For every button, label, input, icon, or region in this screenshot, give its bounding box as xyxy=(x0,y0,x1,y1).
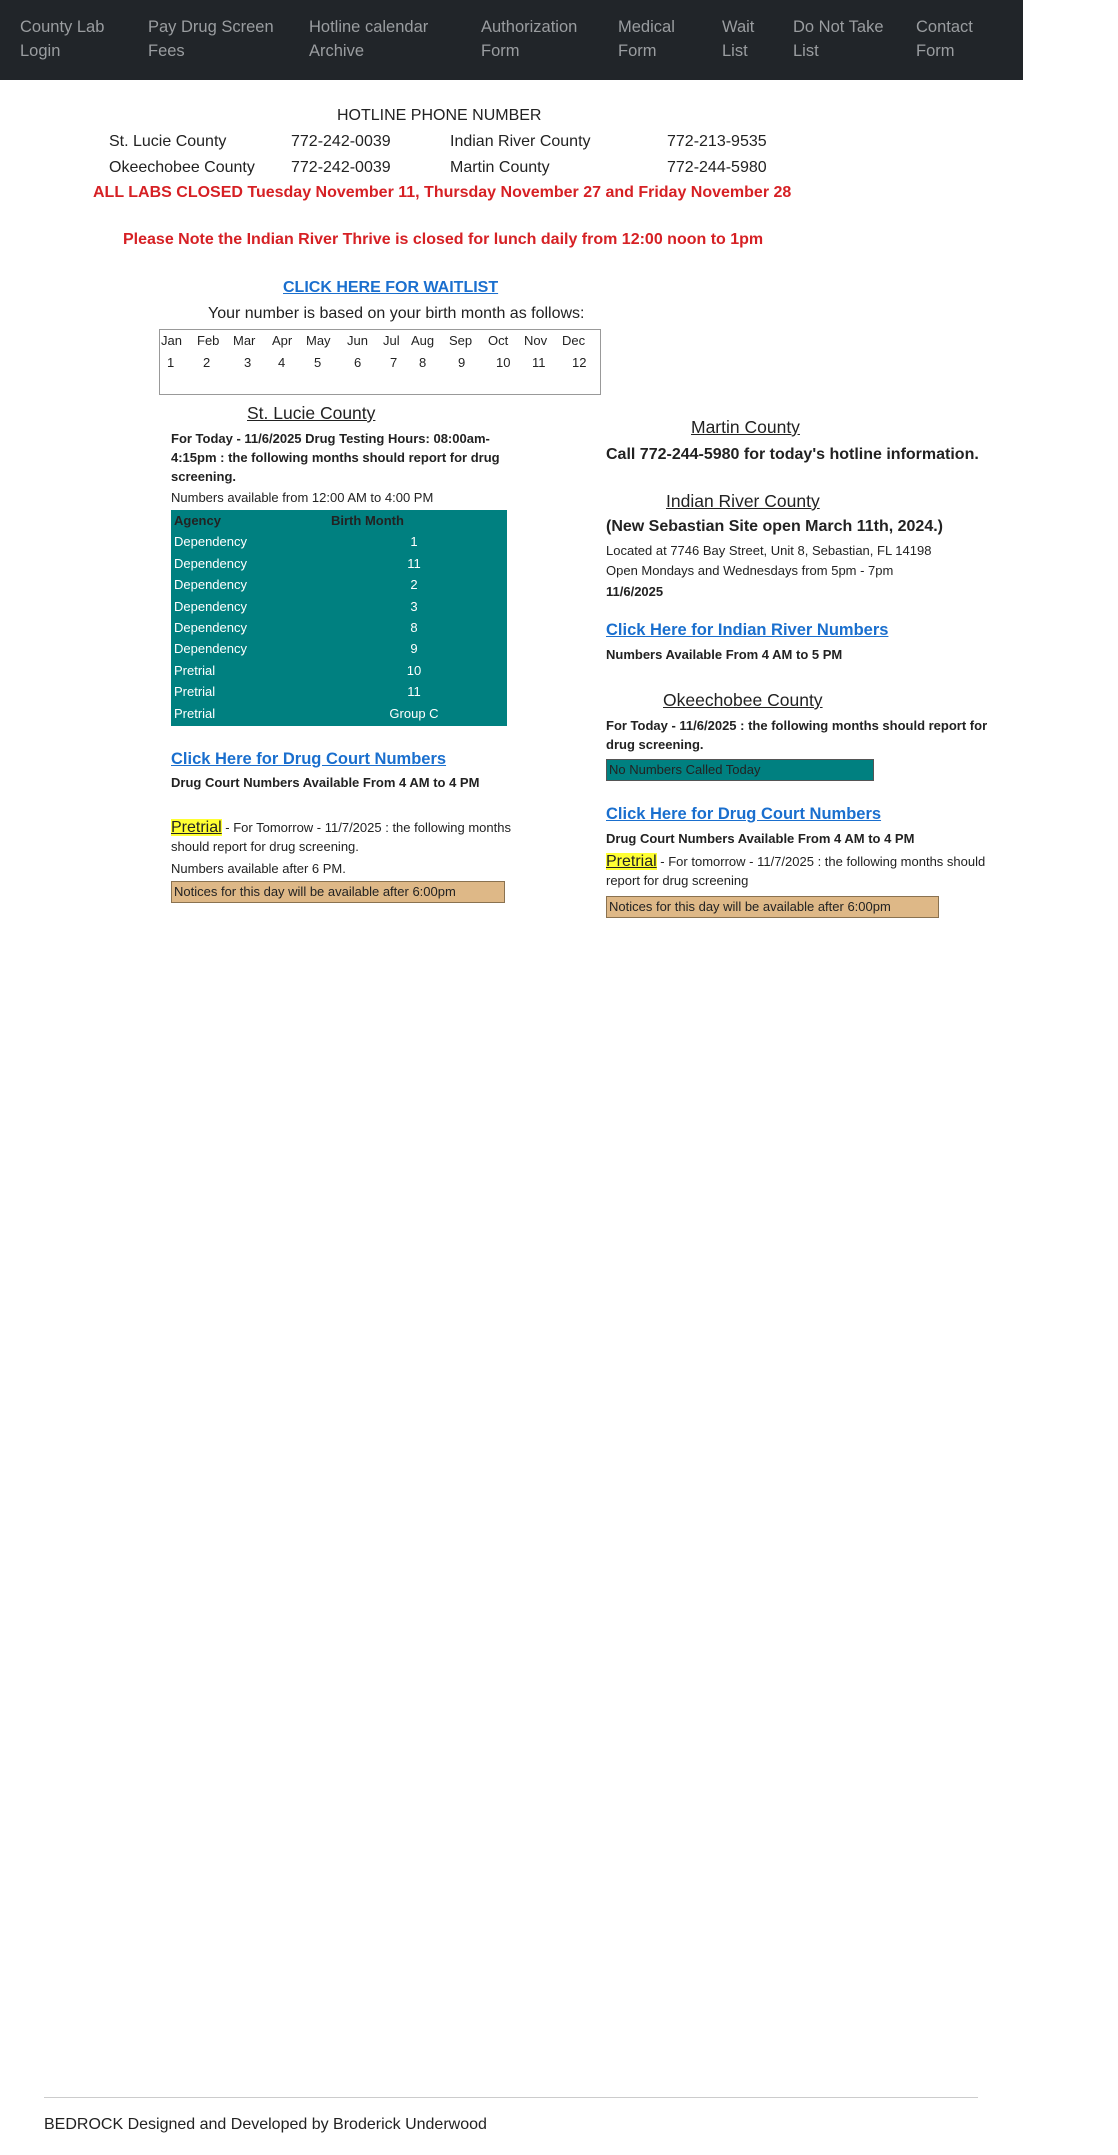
month-number: 6 xyxy=(354,355,362,370)
hotline-county: Indian River County xyxy=(450,133,591,150)
nav-county-lab-login[interactable] xyxy=(20,16,104,63)
okeechobee-no-numbers: No Numbers Called Today xyxy=(606,759,874,781)
month-label: Nov xyxy=(524,333,548,348)
lunch-closure-alert: Please Note the Indian River Thrive is closed for lunch daily from 12:00 noon to 1pm xyxy=(123,231,764,248)
month-label: Mar xyxy=(233,333,256,348)
okeechobee-notice: Notices for this day will be available after 6:00pm xyxy=(606,896,939,918)
agency-cell: Dependency xyxy=(174,641,247,657)
indian-river-new-site: (New Sebastian Site open March 11th, 2024.) xyxy=(606,518,943,535)
month-number: 2 xyxy=(203,355,211,370)
nav-authorization-form[interactable] xyxy=(481,16,577,63)
month-number: 5 xyxy=(314,355,322,370)
table-row xyxy=(171,531,507,552)
table-row xyxy=(171,638,507,659)
header-birth-month: Birth Month xyxy=(331,513,404,528)
nav-label: Archive xyxy=(309,41,365,60)
okeechobee-tomorrow xyxy=(606,852,1001,890)
hotline-county: Okeechobee County xyxy=(109,159,255,176)
indian-river-address: Located at 7746 Bay Street, Unit 8, Sebastian, FL 14198 xyxy=(606,543,932,558)
nav-label: County Lab xyxy=(20,18,105,36)
month-cell: 10 xyxy=(406,662,422,678)
st-lucie-tomorrow-available: Numbers available after 6 PM. xyxy=(171,861,346,876)
birth-month-note: Your number is based on your birth month as follows: xyxy=(208,305,585,322)
month-number: 3 xyxy=(244,355,252,370)
month-number: 4 xyxy=(278,355,286,370)
table-row xyxy=(171,660,507,681)
st-lucie-tomorrow xyxy=(171,818,516,856)
month-cell: 3 xyxy=(410,598,418,614)
hotline-phone: 772-244-5980 xyxy=(667,159,767,176)
nav-label: Authorization xyxy=(481,18,578,36)
top-nav-bar xyxy=(0,0,1023,80)
hotline-county: Martin County xyxy=(450,159,550,176)
month-label: Jul xyxy=(383,333,400,348)
nav-contact-form[interactable] xyxy=(916,16,973,63)
month-cell: 2 xyxy=(410,577,418,593)
month-label: Dec xyxy=(562,333,586,348)
indian-river-date: 11/6/2025 xyxy=(606,584,664,599)
nav-label: Form xyxy=(618,41,657,60)
hotline-phone: 772-213-9535 xyxy=(667,133,767,150)
birth-month-table xyxy=(159,329,601,395)
st-lucie-title: St. Lucie County xyxy=(247,403,376,423)
agency-cell: Pretrial xyxy=(174,684,216,700)
indian-river-available: Numbers Available From 4 AM to 5 PM xyxy=(606,647,843,662)
nav-label: Fees xyxy=(148,41,185,60)
hotline-county: St. Lucie County xyxy=(109,133,227,150)
tomorrow-text: - For tomorrow - 11/7/2025 : the following months should report for drug screening xyxy=(606,854,986,888)
month-label: Jan xyxy=(161,333,182,348)
agency-cell: Dependency xyxy=(174,598,247,614)
month-cell: 8 xyxy=(410,620,418,635)
hotline-title: HOTLINE PHONE NUMBER xyxy=(337,107,542,124)
labs-closed-alert: ALL LABS CLOSED Tuesday November 11, Thursday November 27 and Friday November 28 xyxy=(93,184,792,201)
nav-label: Form xyxy=(916,41,955,60)
nav-label: Pay Drug Screen xyxy=(148,18,274,36)
month-cell: Group C xyxy=(389,705,439,721)
nav-label: Do Not Take xyxy=(793,18,884,36)
nav-hotline-calendar-archive[interactable] xyxy=(309,16,428,63)
pretrial-tag[interactable]: Pretrial xyxy=(606,853,657,870)
table-row xyxy=(171,596,507,617)
month-cell: 11 xyxy=(407,684,421,700)
month-label: May xyxy=(306,333,331,348)
st-lucie-available: Numbers available from 12:00 AM to 4:00 PM xyxy=(171,490,434,505)
month-label: Aug xyxy=(411,333,435,348)
agency-cell: Pretrial xyxy=(174,662,216,678)
table-row xyxy=(171,681,507,702)
okeechobee-title: Okeechobee County xyxy=(663,690,823,710)
table-row xyxy=(171,574,507,595)
nav-pay-drug-screen-fees[interactable] xyxy=(148,16,274,63)
month-number: 12 xyxy=(572,355,587,370)
indian-river-numbers-link[interactable]: Click Here for Indian River Numbers xyxy=(606,621,889,639)
table-header-row xyxy=(171,510,507,531)
month-label: Oct xyxy=(488,333,509,348)
st-lucie-table xyxy=(171,510,507,726)
month-cell: 9 xyxy=(410,641,418,657)
st-lucie-notice: Notices for this day will be available after 6:00pm xyxy=(171,881,505,903)
indian-river-hours: Open Mondays and Wednesdays from 5pm - 7pm xyxy=(606,563,894,578)
month-label: Sep xyxy=(449,333,473,348)
nav-label: List xyxy=(722,41,748,60)
nav-label: Medical xyxy=(618,18,675,36)
month-cell: 1 xyxy=(410,534,418,550)
martin-call: Call 772-244-5980 for today's hotline information. xyxy=(606,446,979,463)
month-number: 1 xyxy=(167,355,175,370)
month-number: 10 xyxy=(496,355,511,370)
nav-medical-form[interactable] xyxy=(618,16,675,63)
nav-label: List xyxy=(793,41,819,60)
nav-label: Form xyxy=(481,41,520,60)
agency-cell: Dependency xyxy=(174,620,247,635)
pretrial-tag[interactable]: Pretrial xyxy=(171,819,222,836)
month-number: 7 xyxy=(390,355,398,370)
table-row xyxy=(171,553,507,574)
hotline-phone: 772-242-0039 xyxy=(291,133,391,150)
st-lucie-drug-court-hours: Drug Court Numbers Available From 4 AM to 4 PM xyxy=(171,775,480,790)
month-label: Jun xyxy=(347,333,368,348)
table-row xyxy=(171,703,507,724)
footer-credit: BEDROCK Designed and Developed by Broderick Underwood xyxy=(44,2116,487,2133)
agency-cell: Dependency xyxy=(174,534,247,550)
indian-river-title: Indian River County xyxy=(666,491,820,511)
header-agency: Agency xyxy=(174,513,221,528)
st-lucie-drug-court-link[interactable]: Click Here for Drug Court Numbers xyxy=(171,750,447,768)
agency-cell: Pretrial xyxy=(174,705,216,721)
okeechobee-drug-court-link[interactable]: Click Here for Drug Court Numbers xyxy=(606,805,882,823)
st-lucie-today: For Today - 11/6/2025 Drug Testing Hours: 08:00am-4:15pm : the following months should report for drug screening. xyxy=(171,431,500,484)
month-label: Feb xyxy=(197,333,220,348)
month-label: Apr xyxy=(272,333,293,348)
month-cell: 11 xyxy=(407,555,421,571)
tomorrow-text: - For Tomorrow - 11/7/2025 : the following months should report for drug screening. xyxy=(171,820,511,854)
nav-wait-list[interactable] xyxy=(722,16,754,63)
waitlist-link[interactable]: CLICK HERE FOR WAITLIST xyxy=(283,279,499,296)
nav-label: Hotline calendar xyxy=(309,18,429,36)
footer-divider xyxy=(44,2097,978,2098)
month-number: 9 xyxy=(458,355,466,370)
table-row xyxy=(171,617,507,638)
okeechobee-today: For Today - 11/6/2025 : the following months should report for drug screening. xyxy=(606,718,988,752)
agency-cell: Dependency xyxy=(174,555,247,571)
hotline-phone: 772-242-0039 xyxy=(291,159,391,176)
nav-label: Login xyxy=(20,41,61,60)
agency-cell: Dependency xyxy=(174,577,247,593)
nav-label: Wait xyxy=(722,18,755,36)
nav-do-not-take-list[interactable] xyxy=(793,16,884,63)
month-number: 8 xyxy=(419,355,427,370)
nav-label: Contact xyxy=(916,18,973,36)
month-number: 11 xyxy=(532,355,546,370)
okeechobee-drug-court-hours: Drug Court Numbers Available From 4 AM to 4 PM xyxy=(606,831,915,846)
martin-title: Martin County xyxy=(691,417,800,437)
